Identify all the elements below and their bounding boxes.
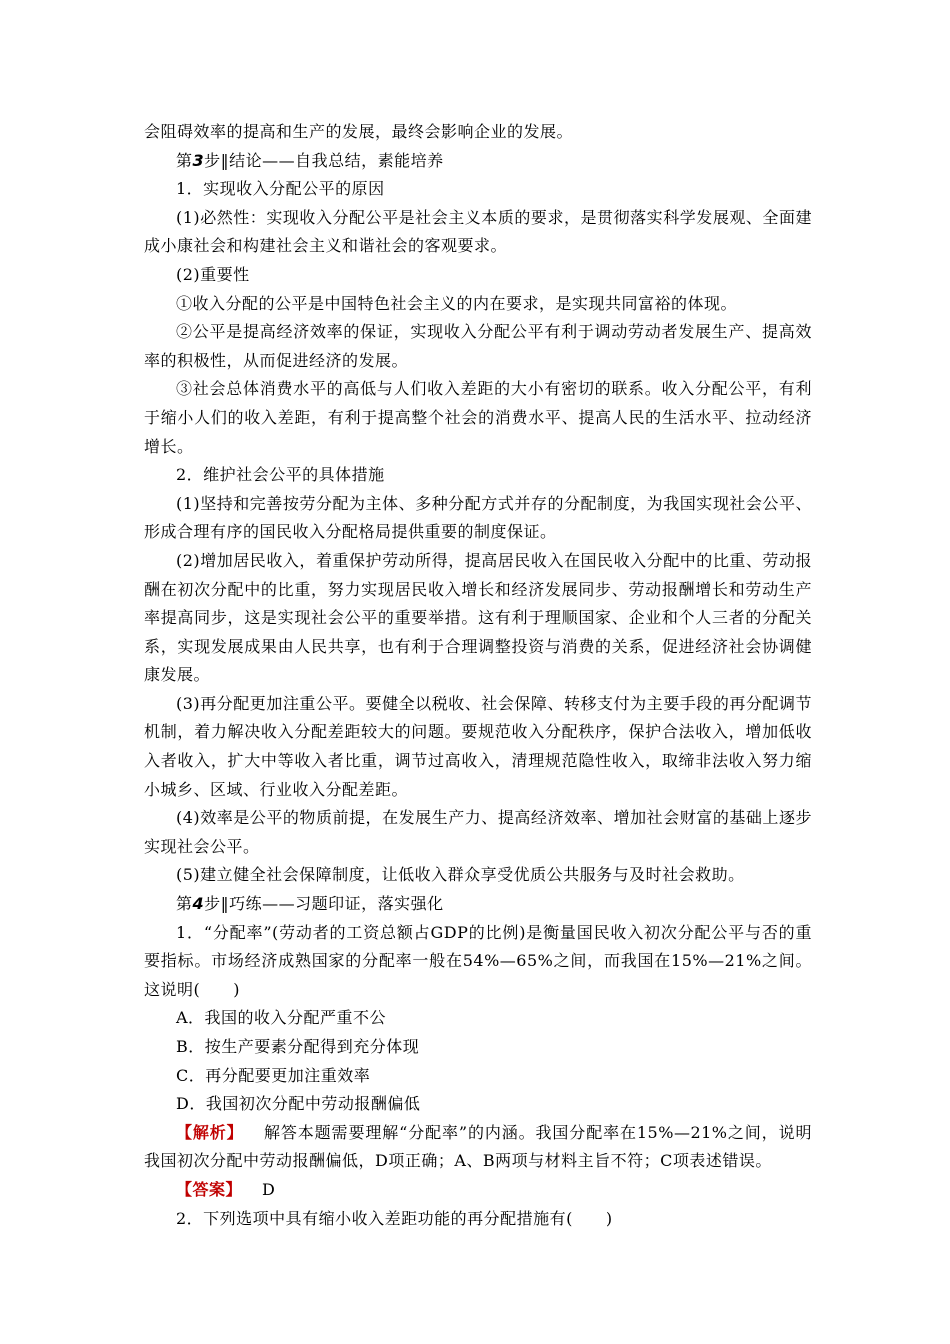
paragraph-continuation: 会阻碍效率的提高和生产的发展，最终会影响企业的发展。 [144, 122, 574, 141]
section-heading: 1．实现收入分配公平的原因 [176, 179, 385, 199]
step-heading: 第4步‖巧练——习题印证，落实强化 [176, 894, 444, 914]
step-heading: 第3步‖结论——自我总结，素能培养 [176, 150, 444, 170]
paragraph: ②公平是提高经济效率的保证，实现收入分配公平有利于调动劳动者发展生产、提高效率的积极性，从而促进经济的发展。 [144, 322, 812, 370]
question-stem: 2．下列选项中具有缩小收入差距功能的再分配措施有( ) [176, 1208, 613, 1228]
paragraph: (1)必然性：实现收入分配公平是社会主义本质的要求，是贯彻落实科学发展观、全面建成小康社会和构建社会主义和谐社会的客观要求。 [144, 207, 812, 256]
section-heading: 2．维护社会公平的具体措施 [176, 465, 385, 485]
paragraph: ③社会总体消费水平的高低与人们收入差距的大小有密切的联系。收入分配公平，有利于缩小人们的收入差距，有利于提高整个社会的消费水平、提高人民的生活水平、拉动经济增长。 [144, 379, 812, 456]
paragraph: (3)再分配更加注重公平。要健全以税收、社会保障、转移支付为主要手段的再分配调节机制，着力解决收入分配差距较大的问题。要规范收入分配秩序，保护合法收入，增加低收入者收入，扩大中等收入者比重，调节过高收入，清理规范隐性收入，取缔非法收入努力缩小城乡、区域、行业收入分配差距。 [144, 693, 812, 799]
document-body [144, 118, 812, 1233]
option-b: B．按生产要素分配得到充分体现 [176, 1037, 420, 1056]
paragraph: (2)增加居民收入，着重保护劳动所得，提高居民收入在国民收入分配中的比重、劳动报酬在初次分配中的比重，努力实现居民收入增长和经济发展同步、劳动报酬增长和劳动生产率提高同步，这是实现社会公平的重要举措。这有利于理顺国家、企业和个人三者的分配关系，实现发展成果由人民共享，也有利于合理调整投资与消费的关系，促进经济社会协调健康发展。 [144, 550, 812, 685]
answer [144, 1176, 812, 1205]
paragraph: (1)坚持和完善按劳分配为主体、多种分配方式并存的分配制度，为我国实现社会公平、形成合理有序的国民收入分配格局提供重要的制度保证。 [144, 493, 812, 542]
option-d: D．我国初次分配中劳动报酬偏低 [176, 1094, 421, 1114]
paragraph: (5)建立健全社会保障制度，让低收入群众享受优质公共服务与及时社会救助。 [176, 865, 745, 885]
question-stem: 1．“分配率”(劳动者的工资总额占GDP的比例)是衡量国民收入初次分配公平与否的重要指标。市场经济成熟国家的分配率一般在54%—65%之间，而我国在15%—21%之间。这说明( ) [144, 922, 812, 999]
answer-label: 【答案】 [176, 1179, 243, 1199]
answer-value: D [262, 1179, 276, 1199]
analysis-label: 【解析】 [176, 1122, 244, 1142]
paragraph: ①收入分配的公平是中国特色社会主义的内在要求，是实现共同富裕的体现。 [176, 293, 738, 313]
option-a: A．我国的收入分配严重不公 [176, 1008, 387, 1028]
paragraph: (4)效率是公平的物质前提，在发展生产力、提高经济效率、增加社会财富的基础上逐步实现社会公平。 [144, 808, 812, 856]
option-c: C．再分配要更加注重效率 [176, 1065, 371, 1085]
analysis [144, 1119, 812, 1176]
analysis-text: 解答本题需要理解“分配率”的内涵。我国分配率在15%—21%之间，说明我国初次分配中劳动报酬偏低，D项正确；A、B两项与材料主旨不符；C项表述错误。 [144, 1122, 812, 1171]
sub-heading: (2)重要性 [176, 264, 250, 284]
